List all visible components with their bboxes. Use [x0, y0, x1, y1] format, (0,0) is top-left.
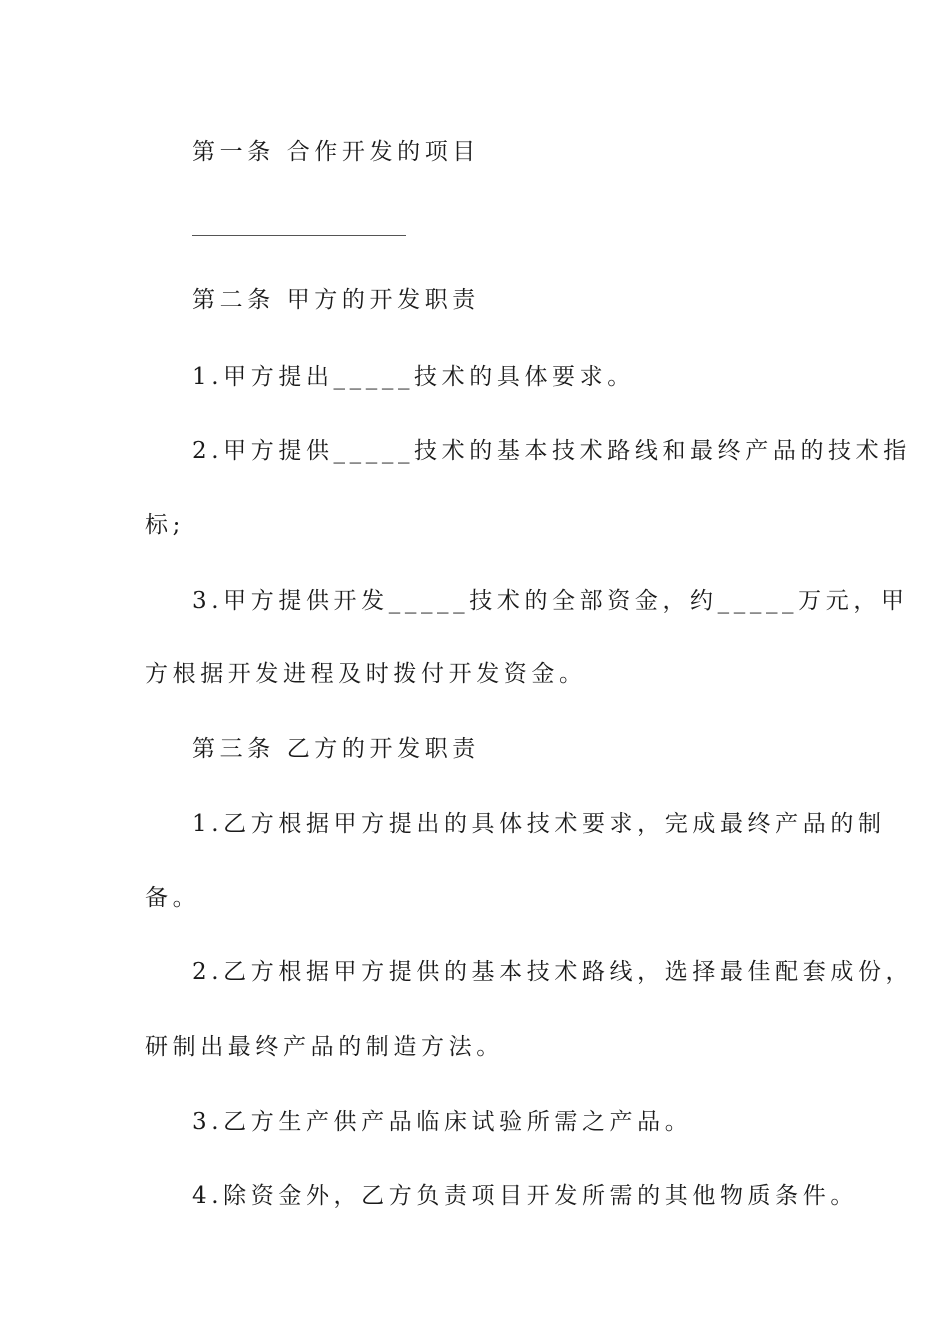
article-2-item-2-line-2: 标;: [145, 512, 185, 538]
article-2-item-3-line-1: 3.甲方提供开发_____技术的全部资金，约_____万元，甲: [192, 588, 909, 614]
article-3-item-4: 4.除资金外，乙方负责项目开发所需的其他物质条件。: [192, 1183, 858, 1209]
article-2-item-2-line-1: 2.甲方提供_____技术的基本技术路线和最终产品的技术指: [192, 438, 911, 464]
article-3-heading: 第三条 乙方的开发职责: [192, 736, 480, 762]
article-3-item-2-line-2: 研制出最终产品的制造方法。: [145, 1034, 504, 1060]
article-3-item-1-line-2: 备。: [145, 885, 201, 911]
article-1-heading: 第一条 合作开发的项目: [192, 139, 480, 165]
blank-underline: [192, 235, 406, 236]
article-2-item-1: 1.甲方提出_____技术的具体要求。: [192, 364, 635, 390]
article-2-item-3-line-2: 方根据开发进程及时拨付开发资金。: [145, 661, 587, 687]
article-3-item-1-line-1: 1.乙方根据甲方提出的具体技术要求，完成最终产品的制: [192, 811, 886, 837]
article-3-item-2-line-1: 2.乙方根据甲方提供的基本技术路线，选择最佳配套成份，: [192, 959, 914, 985]
article-3-item-3: 3.乙方生产供产品临床试验所需之产品。: [192, 1109, 693, 1135]
article-2-heading: 第二条 甲方的开发职责: [192, 287, 480, 313]
